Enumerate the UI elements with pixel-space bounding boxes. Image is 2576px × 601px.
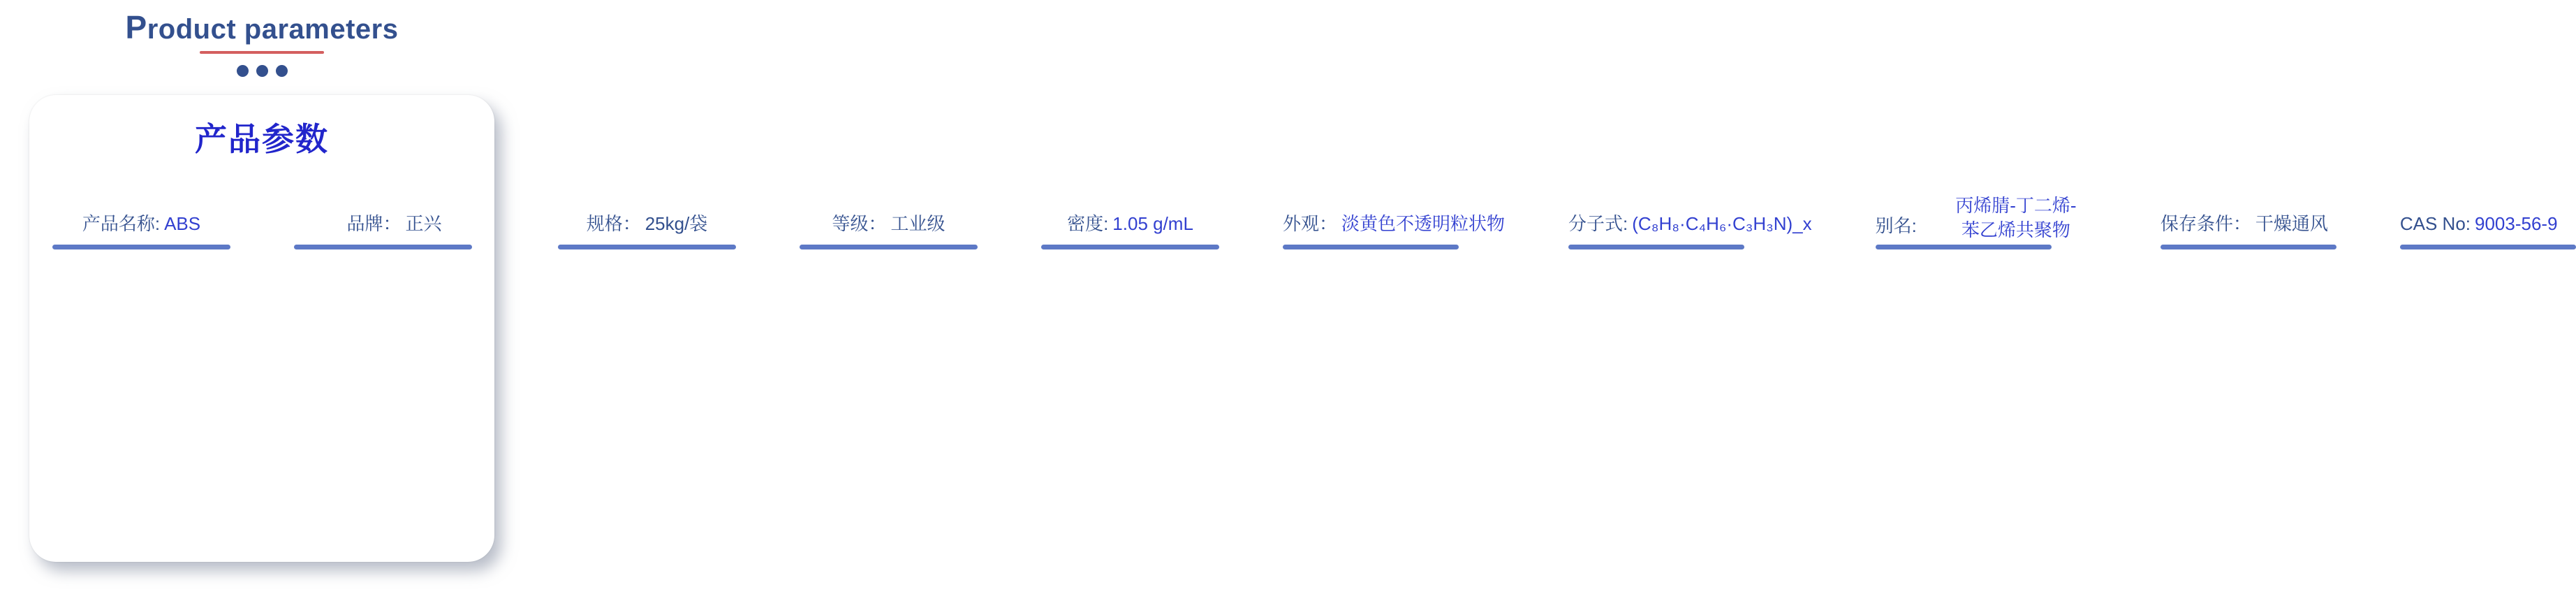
field-appearance: [1283, 178, 1505, 249]
field-value: 正兴: [405, 213, 442, 235]
field-value: [1935, 194, 2097, 242]
alias-line-2: 苯乙烯共聚物: [1961, 219, 2070, 241]
field-value: ABS: [164, 213, 201, 235]
field-label: 保存条件：: [2160, 213, 2251, 235]
field-density: [1041, 178, 1219, 249]
field-formula: [1568, 178, 1812, 249]
field-text: [1041, 212, 1219, 236]
field-text: [294, 212, 494, 236]
alias-line-1: 丙烯腈-丁二烯-: [1955, 195, 2077, 217]
field-text: [2161, 212, 2336, 236]
title-red-rule: [200, 51, 324, 54]
params-card: [29, 95, 2558, 562]
field-value: 干燥通风: [2255, 213, 2328, 235]
field-underline: [800, 245, 978, 249]
field-underline: [1041, 245, 1219, 249]
field-label: 品牌：: [346, 213, 402, 235]
field-value: 9003-56-9: [2475, 213, 2558, 235]
field-label: 规格：: [586, 213, 641, 235]
field-label: 分子式:: [1568, 213, 1628, 235]
field-underline: [558, 245, 736, 249]
dot-icon: [256, 65, 268, 77]
dot-icon: [237, 65, 249, 77]
field-underline: [1568, 245, 1744, 249]
field-value: (C₈H₈·C₄H₆·C₃H₃N)_x: [1632, 213, 1812, 235]
card-title: 产品参数: [195, 120, 329, 157]
field-label: 产品名称:: [82, 213, 161, 235]
decor-dots: [0, 65, 524, 77]
field-underline: [294, 245, 472, 249]
field-text: [1876, 194, 2097, 242]
field-text: [52, 212, 230, 236]
field-underline: [2400, 245, 2576, 249]
field-underline: [1876, 245, 2052, 249]
field-storage: [2161, 178, 2336, 249]
field-label: 外观：: [1283, 213, 1338, 235]
field-underline: [1283, 245, 1459, 249]
field-text: [2400, 212, 2576, 236]
field-text: [1283, 212, 1505, 236]
field-label: CAS No:: [2399, 213, 2471, 235]
field-text: [558, 212, 736, 236]
field-label: 等级：: [832, 213, 887, 235]
field-value: 25kg/袋: [645, 213, 708, 235]
field-underline: [2161, 245, 2336, 249]
field-label: 密度:: [1067, 213, 1109, 235]
field-underline: [52, 245, 230, 249]
field-value: 工业级: [890, 213, 945, 235]
field-value: 淡黄色不透明粒状物: [1341, 213, 1506, 235]
field-product-name: [52, 178, 230, 249]
field-brand: [294, 178, 494, 249]
field-text: [1568, 212, 1812, 236]
field-alias: [1876, 178, 2097, 249]
dot-icon: [276, 65, 288, 77]
field-cas: [2400, 178, 2576, 249]
field-spec: [558, 178, 736, 249]
params-grid: [52, 178, 2558, 249]
field-grade: [800, 178, 978, 249]
field-value: 1.05 g/mL: [1112, 213, 1193, 235]
page-title: Product parameters: [125, 9, 399, 45]
field-label: 别名:: [1875, 215, 1917, 236]
header: [0, 10, 524, 77]
field-text: [800, 212, 978, 236]
